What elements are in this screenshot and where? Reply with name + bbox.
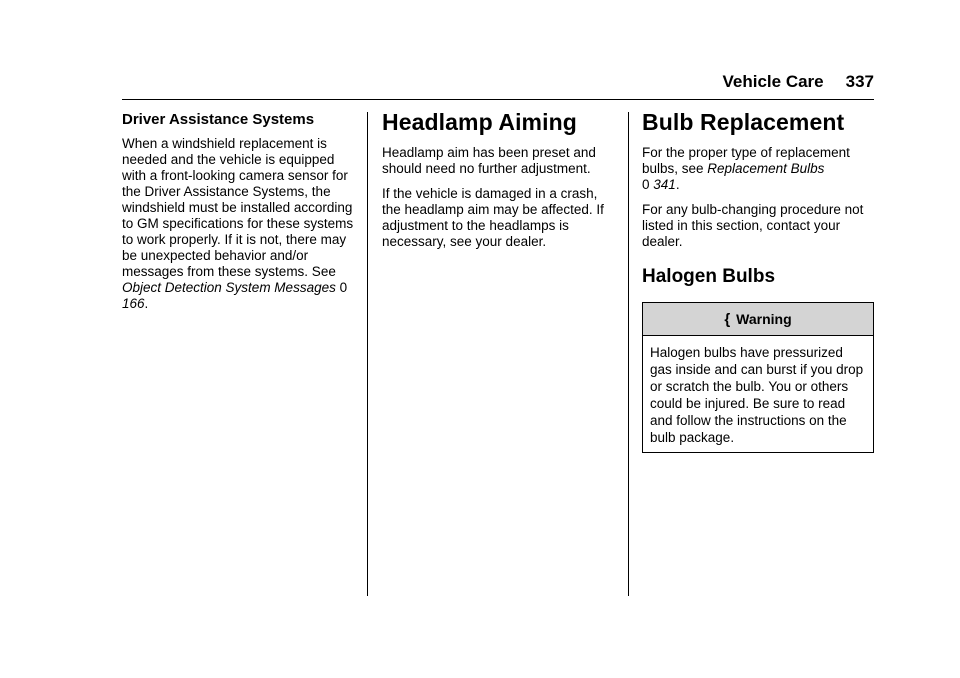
bulb-paragraph-2: For any bulb-changing procedure not listed in this section, contact your dealer. bbox=[642, 202, 864, 249]
period: . bbox=[144, 296, 149, 311]
column-3 bbox=[642, 108, 874, 453]
page-ref-341[interactable]: 341 bbox=[653, 177, 676, 192]
object-detection-link[interactable]: Object Detection System Messages bbox=[122, 280, 336, 295]
header-rule bbox=[122, 99, 874, 100]
page-ref-166[interactable]: 166 bbox=[122, 296, 145, 311]
replacement-bulbs-link[interactable]: Replacement Bulbs bbox=[707, 161, 825, 176]
column-divider-1 bbox=[367, 112, 368, 596]
headlamp-aiming-heading: Headlamp Aiming bbox=[382, 109, 577, 135]
warning-text: Halogen bulbs have pressurized gas inside and can burst if you drop or scratch the bulb. You or others could be injured. Be sure to read and follow the instructions on the bulb package. bbox=[650, 345, 864, 445]
driver-assistance-paragraph bbox=[122, 136, 354, 312]
warning-title: Warning bbox=[736, 311, 792, 327]
warning-body bbox=[643, 336, 873, 452]
period: . bbox=[675, 177, 680, 192]
column-divider-2 bbox=[628, 112, 629, 596]
bulb-replacement-heading: Bulb Replacement bbox=[642, 109, 845, 135]
bulb-paragraph-1 bbox=[642, 145, 874, 193]
warning-box bbox=[642, 302, 874, 453]
driver-assistance-heading: Driver Assistance Systems bbox=[122, 111, 315, 128]
warning-triangle-icon: { bbox=[724, 310, 731, 328]
column-1 bbox=[122, 108, 354, 321]
column-2 bbox=[382, 108, 614, 259]
page-number: 337 bbox=[845, 72, 874, 91]
page-ref-arrow: 0 bbox=[642, 177, 650, 192]
page-ref-arrow: 0 bbox=[339, 280, 348, 295]
halogen-bulbs-heading: Halogen Bulbs bbox=[642, 266, 776, 287]
headlamp-paragraph-1: Headlamp aim has been preset and should need no further adjustment. bbox=[382, 145, 596, 176]
headlamp-paragraph-2: If the vehicle is damaged in a crash, the headlamp aim may be affected. If adjustment to the headlamps is necessary, see your dealer. bbox=[382, 186, 604, 249]
page-header bbox=[708, 72, 874, 92]
driver-assistance-text: When a windshield replacement is needed and the vehicle is equipped with a front-looking camera sensor for the Driver Assistance Systems, the windshield must be installed according to GM specifications for these systems to work properly. If it is not, there may be unexpected behavior and/or messages from these systems. See bbox=[122, 136, 354, 279]
bulb-paragraph-1-text: For the proper type of replacement bulbs, see bbox=[642, 145, 850, 176]
warning-header bbox=[643, 303, 873, 336]
section-title: Vehicle Care bbox=[722, 72, 824, 91]
